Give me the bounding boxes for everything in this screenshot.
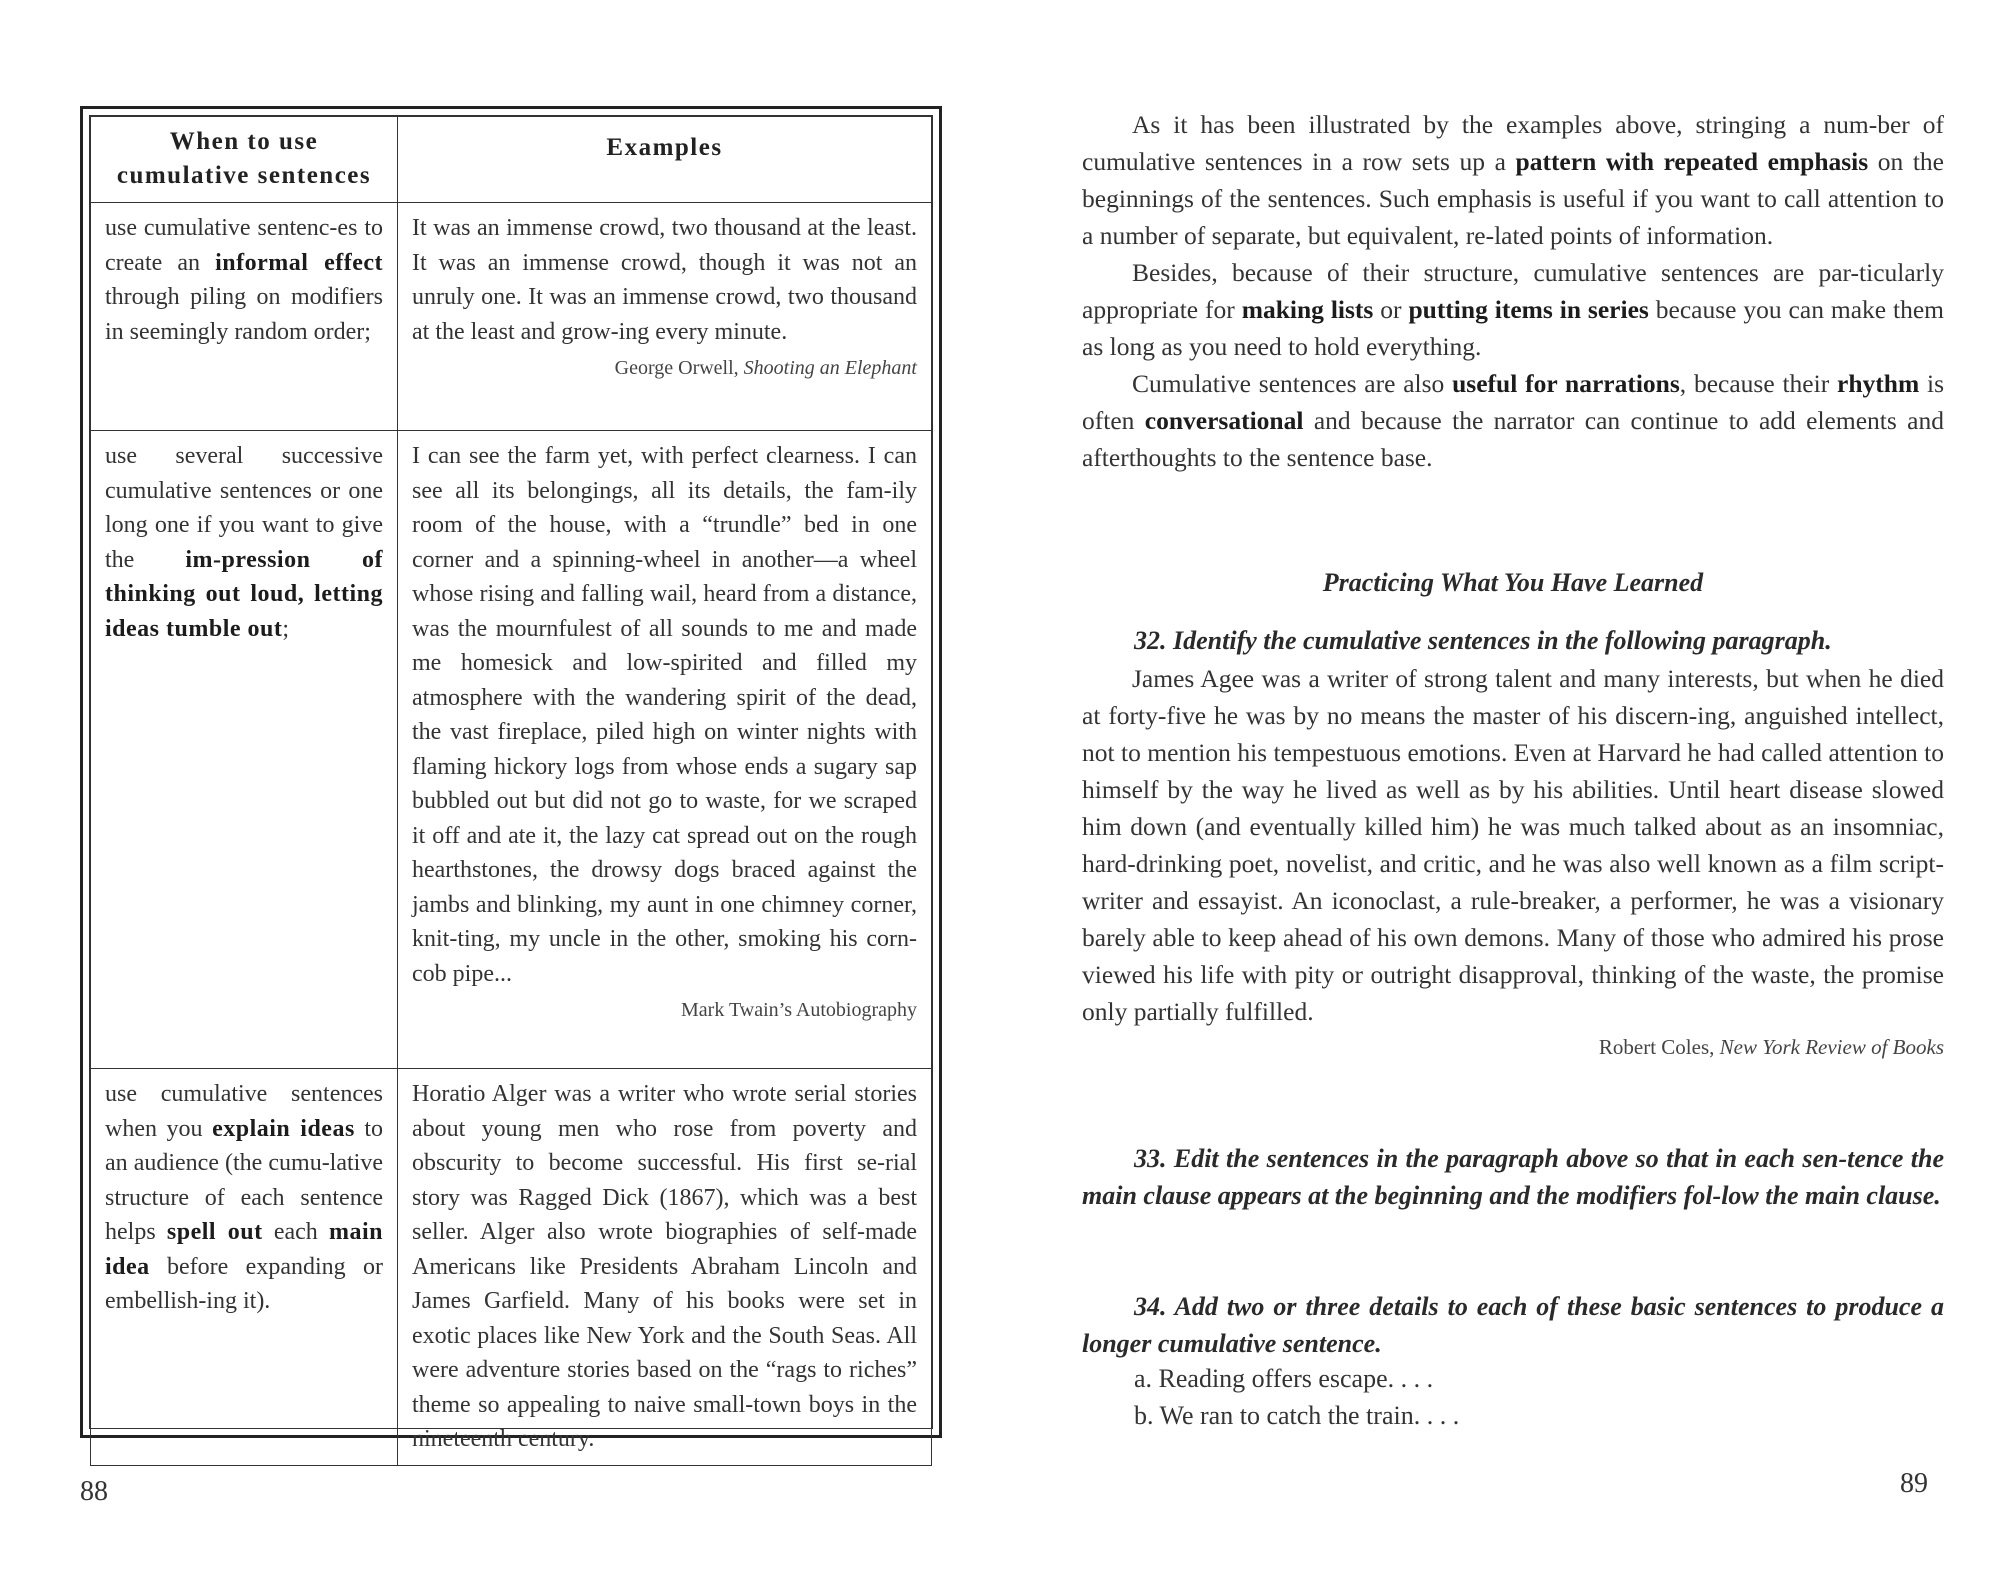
example-cell [398,1069,932,1466]
exercise-34-prompt: 34. Add two or three details to each of these basic sentences to produce a longer cumulative sentence. [1082,1292,1944,1358]
header-examples: Examples [398,117,932,203]
when-cell: use several successive cumulative sentences or one long one if you want to give the im-pression of thinking out loud, letting ideas tumble out; [91,431,398,1069]
exercise-32-paragraph: James Agee was a writer of strong talent and many interests, but when he died at forty-five he was by no means the master of his discern-ing, anguished intellect, not to mention his tempestuous emotions. Even at Harvard he had called attention to himself by the way he lived as well as by his abilities. Until heart disease slowed him down (and eventually killed him) he was much talked about as an insomniac, hard-drinking poet, novelist, and critic, and he was also well known as a film script-writer and essayist. An iconoclast, a rule-breaker, a performer, he was a visionary barely able to keep ahead of his own demons. Many of those who admired his prose viewed his life with pity or outright disapproval, thinking of the waste, the promise only partially fulfilled. Robert Coles, New York Review of Books [1082,660,1944,1062]
paragraph: As it has been illustrated by the examples above, stringing a num-ber of cumulative sentences in a row sets up a pattern with repeated emphasis on the beginnings of the sentences. Such emphasis is useful if you want to call attention to a number of separate, but equivalent, re-lated points of information. [1082,110,1944,250]
example-text: Horatio Alger was a writer who wrote serial stories about young men who rose from poverty and obscurity to become successful. His first se-rial story was Ragged Dick (1867), which was a best seller. Alger also wrote biographies of self-made Americans like Presidents Abraham Lincoln and James Garfield. Many of his books were set in exotic places like New York and the South Seas. All were adventure stories based on the “rags to riches” theme so appealing to naive small-town boys in the nineteenth century. [412,1081,917,1452]
exercise-34-item-b: b. We ran to catch the train. . . . [1134,1401,1460,1430]
example-cell [398,431,932,1069]
example-cell [398,203,932,431]
example-text: It was an immense crowd, two thousand at the least. It was an immense crowd, though it was not an unruly one. It was an immense crowd, two thousand at the least and grow-ing every minute. [412,215,917,345]
when-cell: use cumulative sentences when you explain ideas to an audience (the cumu-lative structure of each sentence helps spell out each main idea before expanding or embellish-ing it). [91,1069,398,1466]
practice-heading: Practicing What You Have Learned [1322,568,1704,597]
table-row [91,431,932,1069]
page-number-right: 89 [1900,1468,1928,1499]
example-text: I can see the farm yet, with perfect clearness. I can see all its belongings, all its details, the fam-ily room of the house, with a “trundle” bed in one corner and a spinning-wheel in another—a wheel whose rising and falling wail, heard from a distance, was the mournfulest of all sounds to me and made me homesick and low-spirited and filled my atmosphere with the wandering spirit of the dead, the vast fireplace, piled high on winter nights with flaming hickory logs from whose ends a sugary sap bubbled out but did not go to waste, for we scraped it off and ate it, the lazy cat spread out on the rough hearthstones, the drowsy dogs braced against the jambs and blinking, my aunt in one chimney corner, knit-ting, my uncle in the other, smoking his corn-cob pipe... [412,443,917,987]
exercise-34-item-a: a. Reading offers escape. . . . [1134,1364,1434,1393]
example-source: George Orwell, Shooting an Elephant [614,357,917,379]
guide-table-frame [80,106,942,1452]
exercise-32-prompt: 32. Identify the cumulative sentences in the following paragraph. [1134,626,1832,655]
page-number-left: 88 [80,1476,108,1507]
paragraph: Cumulative sentences are also useful for narrations, because their rhythm is often conversational and because the narrator can continue to add elements and afterthoughts to the sentence base. [1082,369,1945,472]
header-when-to-use: When to use cumulative sentences [91,117,398,203]
table-row [91,1069,932,1466]
when-cell: use cumulative sentenc-es to create an informal effect through piling on modifiers in seemingly random order; [91,203,398,431]
paragraph: Besides, because of their structure, cumulative sentences are par-ticularly appropriate for making lists or putting items in series because you can make them as long as you need to hold everything. [1082,258,1945,361]
intro-paragraphs [1082,106,1944,476]
table-header-row [91,117,932,203]
exercise-32-source: Robert Coles, New York Review of Books [1598,1035,1944,1059]
exercise-33-prompt: 33. Edit the sentences in the paragraph above so that in each sen-tence the main clause appears at the beginning and the modifiers fol-low the main clause. [1082,1144,1944,1210]
example-source: Mark Twain’s Autobiography [681,999,917,1021]
cumulative-sentences-table [90,116,932,1466]
table-row [91,203,932,431]
